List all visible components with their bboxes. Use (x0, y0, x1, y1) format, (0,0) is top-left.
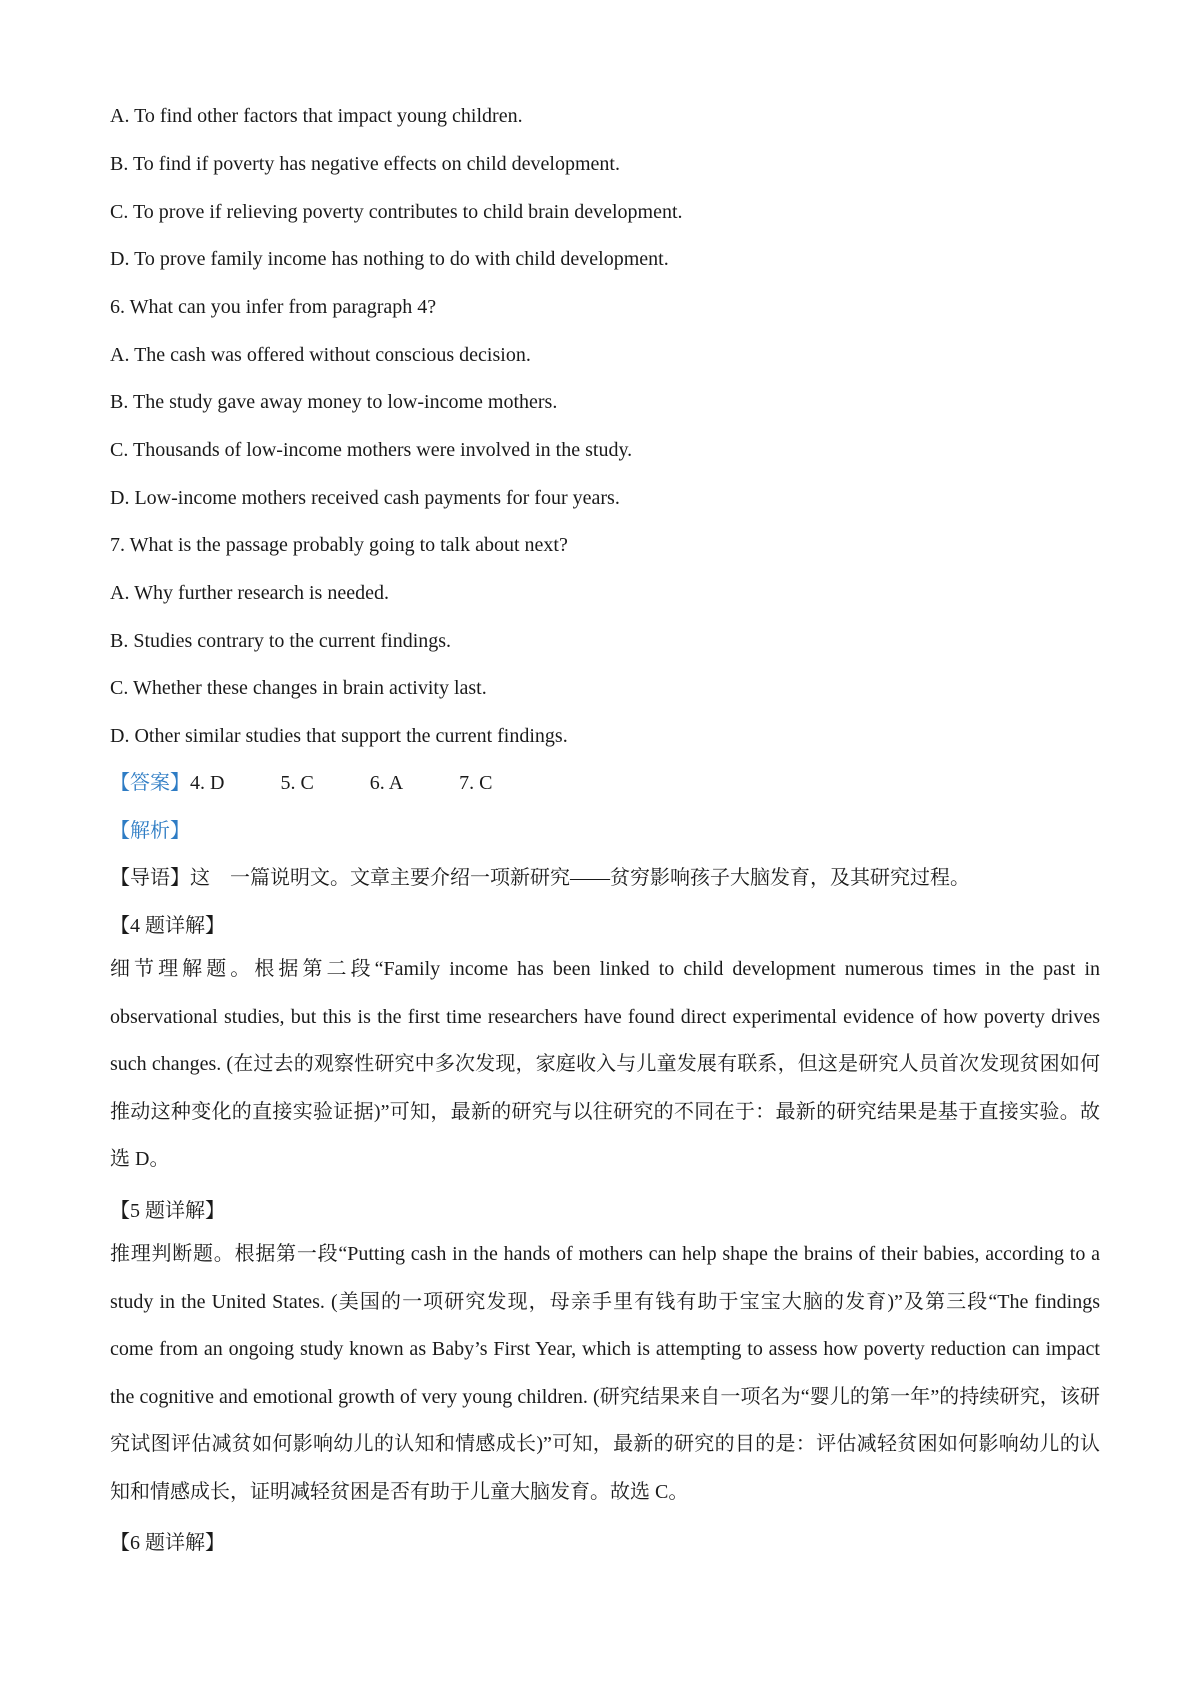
q7-option-d: D. Other similar studies that support the current findings. (110, 725, 568, 747)
answer-item: 5. C (280, 772, 314, 794)
q7-option-a: A. Why further research is needed. (110, 582, 389, 604)
guide-line (110, 864, 970, 892)
q7-stem: 7. What is the passage probably going to talk about next? (110, 534, 568, 556)
q7-option-c: C. Whether these changes in brain activity last. (110, 677, 487, 699)
answer-line (110, 769, 492, 797)
q6-option-c: C. Thousands of low-income mothers were involved in the study. (110, 439, 633, 461)
q5-option-a: A. To find other factors that impact young children. (110, 105, 523, 127)
q7-option-b: B. Studies contrary to the current findings. (110, 630, 452, 652)
q6-option-b: B. The study gave away money to low-income mothers. (110, 391, 558, 413)
answer-item: 7. C (459, 772, 493, 794)
q5-option-b: B. To find if poverty has negative effects on child development. (110, 153, 620, 175)
analysis-label: 【解析】 (110, 820, 190, 842)
q5-option-c: C. To prove if relieving poverty contributes to child brain development. (110, 201, 683, 223)
guide-text: 这 一篇说明文。文章主要介绍一项新研究——贫穷影响孩子大脑发育，及其研究过程。 (190, 867, 970, 889)
answer-label: 【答案】 (110, 772, 190, 794)
answer-item: 6. A (369, 772, 404, 794)
detail4-heading: 【4 题详解】 (110, 915, 225, 937)
detail6-heading: 【6 题详解】 (110, 1532, 225, 1554)
guide-label: 【导语】 (110, 867, 190, 889)
q6-option-a: A. The cash was offered without conscious decision. (110, 344, 531, 366)
detail4-text: 细节理解题。根据第二段“Family income has been linked to child development numerous times in the past in observational studies, but this is the first time researchers have found direct experimental evidence of how poverty drives such changes. (在过去的观察性研究中多次发现，家庭收入与儿童发展有联系，但这是研究人员首次发现贫困如何推动这种变化的直接实验证据)”可知，最新的研究与以往研究的不同在于：最新的研究结果是基于直接实验。故选 D。 (110, 958, 1100, 1170)
detail5-heading: 【5 题详解】 (110, 1200, 225, 1222)
answer-item: 4. D (190, 772, 225, 794)
q5-option-d: D. To prove family income has nothing to do with child development. (110, 248, 669, 270)
q6-option-d: D. Low-income mothers received cash payments for four years. (110, 487, 620, 509)
detail5-text: 推理判断题。根据第一段“Putting cash in the hands of mothers can help shape the brains of their babies, according to a study in the United States. (美国的一项研究发现，母亲手里有钱有助于宝宝大脑的发育)”及第三段“The findings come from an ongoing study known as Baby’s First Year, which is attempting to assess how poverty reduction can impact the cognitive and emotional growth of very young children. (研究结果来自一项名为“婴儿的第一年”的持续研究，该研究试图评估减贫如何影响幼儿的认知和情感成长)”可知，最新的研究的目的是：评估减轻贫困如何影响幼儿的认知和情感成长，证明减轻贫困是否有助于儿童大脑发育。故选 C。 (110, 1243, 1100, 1503)
q6-stem: 6. What can you infer from paragraph 4? (110, 296, 437, 318)
